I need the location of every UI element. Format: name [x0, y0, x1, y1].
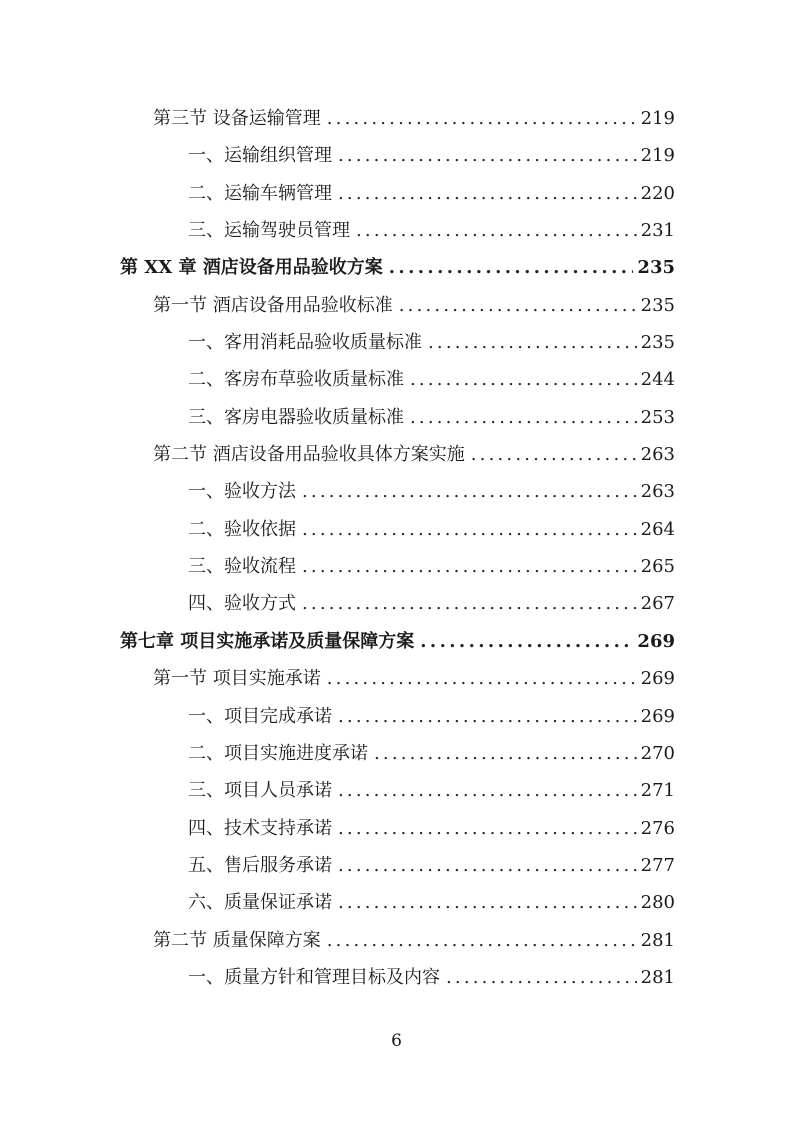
toc-subsection-entry[interactable] [120, 511, 675, 548]
toc-dot-leader [302, 473, 637, 510]
toc-entry-page-number: 219 [640, 108, 675, 129]
toc-dot-leader [446, 959, 637, 996]
toc-entry-title: 第 XX 章 酒店设备用品验收方案 [120, 257, 383, 279]
toc-subsection-entry[interactable] [120, 361, 675, 398]
toc-entry-page-number: 264 [640, 518, 675, 540]
toc-entry-title: 二、运输车辆管理 [188, 182, 332, 204]
toc-entry-title: 一、项目完成承诺 [188, 705, 332, 727]
toc-entry-page-number: 253 [640, 406, 675, 428]
toc-entry-page-number: 235 [640, 294, 675, 316]
toc-entry-page-number: 235 [637, 257, 675, 279]
toc-subsection-entry[interactable] [120, 137, 675, 174]
toc-section-entry[interactable] [120, 660, 675, 697]
toc-dot-leader [410, 399, 637, 436]
toc-entry-title: 一、验收方法 [188, 481, 296, 503]
toc-dot-leader [338, 772, 637, 809]
toc-subsection-entry[interactable] [120, 772, 675, 809]
toc-entry-page-number: 269 [640, 668, 675, 690]
toc-chapter-entry[interactable] [120, 623, 675, 660]
toc-subsection-entry[interactable] [120, 959, 675, 996]
toc-entry-page-number: 277 [640, 854, 675, 876]
toc-dot-leader [428, 324, 637, 361]
toc-dot-leader [302, 585, 637, 622]
table-of-contents [120, 100, 675, 996]
toc-dot-leader [374, 735, 637, 772]
toc-entry-page-number: 270 [640, 742, 675, 764]
toc-entry-title: 二、验收依据 [188, 518, 296, 540]
toc-entry-page-number: 281 [640, 929, 675, 951]
toc-dot-leader [302, 548, 637, 585]
toc-subsection-entry[interactable] [120, 212, 675, 249]
toc-section-entry[interactable] [120, 287, 675, 324]
toc-section-entry[interactable] [120, 100, 675, 137]
toc-subsection-entry[interactable] [120, 847, 675, 884]
toc-dot-leader [420, 623, 633, 660]
toc-entry-title: 二、客房布草验收质量标准 [188, 369, 404, 391]
toc-subsection-entry[interactable] [120, 735, 675, 772]
toc-dot-leader [338, 810, 637, 847]
toc-entry-page-number: 231 [640, 220, 675, 242]
toc-section-entry[interactable] [120, 922, 675, 959]
toc-entry-title: 四、技术支持承诺 [188, 817, 332, 839]
toc-entry-page-number: 265 [640, 556, 675, 578]
toc-entry-page-number: 263 [640, 481, 675, 503]
toc-entry-title: 五、售后服务承诺 [188, 854, 332, 876]
toc-entry-title: 二、项目实施进度承诺 [188, 742, 368, 764]
toc-entry-page-number: 235 [640, 332, 675, 354]
toc-dot-leader [389, 249, 634, 286]
toc-dot-leader [338, 884, 637, 921]
toc-dot-leader [302, 511, 637, 548]
toc-subsection-entry[interactable] [120, 324, 675, 361]
toc-entry-title: 三、项目人员承诺 [188, 780, 332, 802]
toc-dot-leader [471, 436, 637, 473]
toc-subsection-entry[interactable] [120, 810, 675, 847]
toc-subsection-entry[interactable] [120, 698, 675, 735]
toc-entry-page-number: 219 [640, 145, 675, 167]
toc-dot-leader [356, 212, 637, 249]
toc-entry-title: 三、验收流程 [188, 556, 296, 578]
toc-dot-leader [338, 847, 637, 884]
toc-entry-page-number: 280 [640, 892, 675, 914]
toc-entry-page-number: 276 [640, 817, 675, 839]
toc-chapter-entry[interactable] [120, 249, 675, 286]
toc-subsection-entry[interactable] [120, 399, 675, 436]
toc-entry-title: 第二节 质量保障方案 [153, 929, 321, 951]
toc-dot-leader [327, 922, 637, 959]
toc-entry-page-number: 267 [640, 593, 675, 615]
toc-entry-title: 六、质量保证承诺 [188, 892, 332, 914]
toc-entry-title: 三、运输驾驶员管理 [188, 220, 350, 242]
toc-entry-title: 一、运输组织管理 [188, 145, 332, 167]
toc-subsection-entry[interactable] [120, 175, 675, 212]
toc-entry-title: 第二节 酒店设备用品验收具体方案实施 [153, 444, 465, 466]
toc-section-entry[interactable] [120, 436, 675, 473]
toc-entry-title: 第一节 项目实施承诺 [153, 668, 321, 690]
toc-entry-title: 第一节 酒店设备用品验收标准 [153, 294, 393, 316]
toc-dot-leader [327, 100, 637, 137]
toc-subsection-entry[interactable] [120, 473, 675, 510]
toc-entry-title: 第三节 设备运输管理 [153, 108, 321, 129]
toc-entry-page-number: 269 [640, 705, 675, 727]
toc-entry-page-number: 263 [640, 444, 675, 466]
toc-dot-leader [338, 698, 637, 735]
toc-entry-page-number: 244 [640, 369, 675, 391]
toc-dot-leader [338, 137, 637, 174]
toc-entry-title: 四、验收方式 [188, 593, 296, 615]
toc-entry-title: 一、客用消耗品验收质量标准 [188, 332, 422, 354]
toc-dot-leader [399, 287, 637, 324]
toc-subsection-entry[interactable] [120, 548, 675, 585]
toc-entry-title: 三、客房电器验收质量标准 [188, 406, 404, 428]
toc-entry-page-number: 269 [637, 630, 675, 652]
toc-dot-leader [338, 175, 637, 212]
toc-entry-page-number: 271 [640, 780, 675, 802]
toc-subsection-entry[interactable] [120, 884, 675, 921]
toc-entry-title: 一、质量方针和管理目标及内容 [188, 966, 440, 988]
toc-entry-title: 第七章 项目实施承诺及质量保障方案 [120, 630, 415, 652]
toc-entry-page-number: 220 [640, 182, 675, 204]
toc-dot-leader [327, 660, 637, 697]
page-number: 6 [391, 1031, 402, 1051]
toc-subsection-entry[interactable] [120, 585, 675, 622]
toc-dot-leader [410, 361, 637, 398]
toc-entry-page-number: 281 [640, 966, 675, 988]
